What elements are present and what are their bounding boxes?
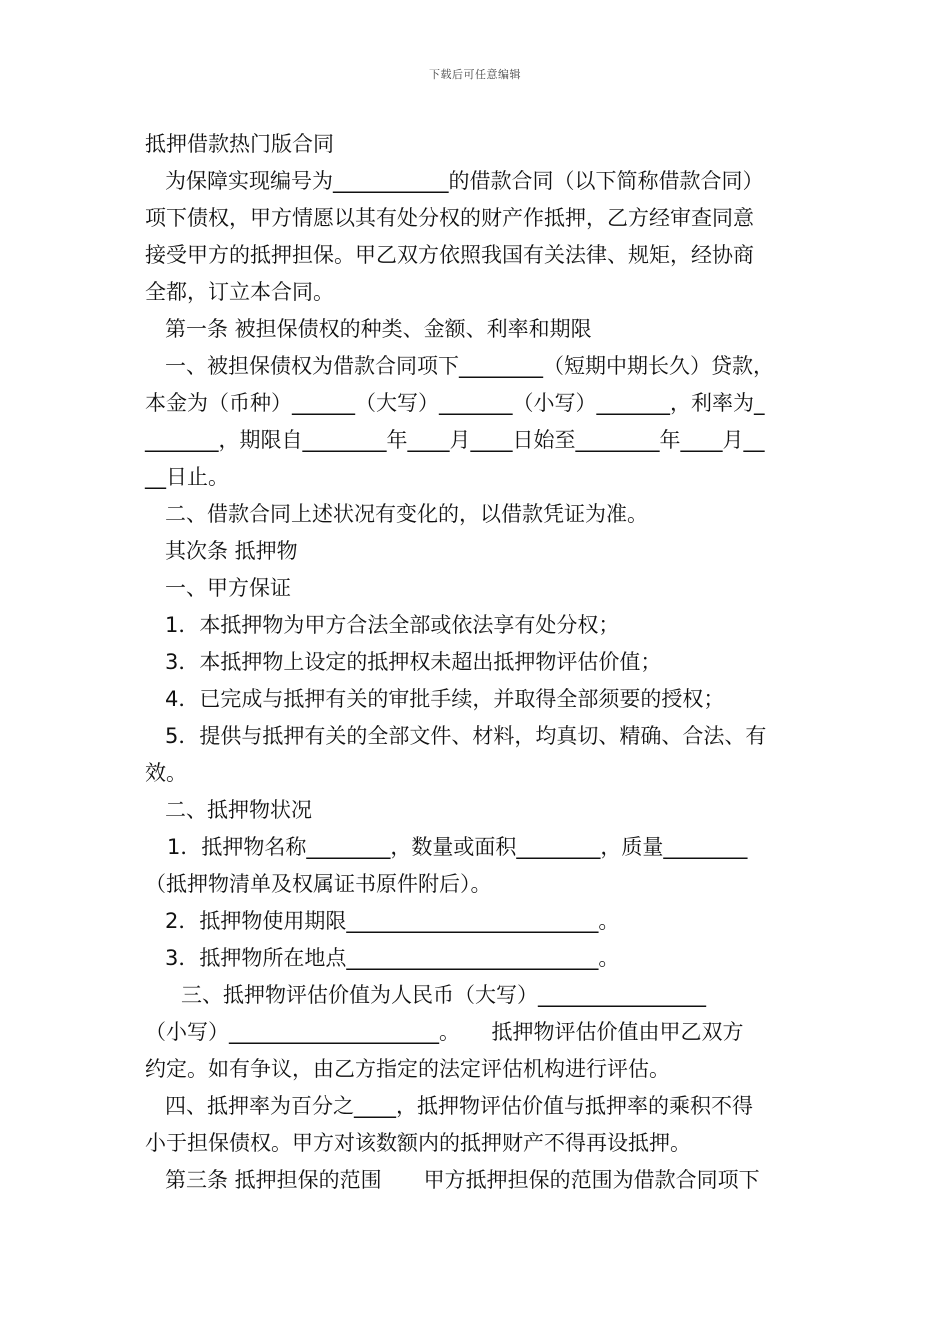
paragraph-line: 约定。如有争议，由乙方指定的法定评估机构进行评估。 <box>145 1057 670 1081</box>
list-item: 4．已完成与抵押有关的审批手续，并取得全部须要的授权； <box>165 687 725 711</box>
paragraph-line: 项下债权，甲方情愿以其有处分权的财产作抵押，乙方经审查同意 <box>145 206 754 230</box>
section-heading: 二、抵押物状况 <box>165 798 312 822</box>
paragraph-line: 二、借款合同上述状况有变化的，以借款凭证为准。 <box>165 502 648 526</box>
contract-body <box>145 126 807 1199</box>
document-title: 抵押借款热门版合同 <box>145 132 334 156</box>
paragraph-line: __日止。 <box>145 465 229 489</box>
paragraph-line: 三、抵押物评估价值为人民币（大写）________________ <box>181 983 706 1007</box>
paragraph-line: （小写）____________________。 抵押物评估价值由甲乙双方 <box>145 1020 744 1044</box>
paragraph-line: 效。 <box>145 761 187 785</box>
list-item: 1．本抵押物为甲方合法全部或依法享有处分权； <box>165 613 620 637</box>
paragraph-line: 本金为（币种）______（大写）_______（小写）_______，利率为_ <box>145 391 765 415</box>
list-item: 3．抵押物所在地点________________________。 <box>165 946 620 970</box>
article-heading: 第三条 抵押担保的范围 甲方抵押担保的范围为借款合同项下 <box>165 1168 760 1192</box>
list-item: 3．本抵押物上设定的抵押权未超出抵押物评估价值； <box>165 650 662 674</box>
list-item: 1．抵押物名称________，数量或面积________，质量________ <box>167 835 748 859</box>
paragraph-line: 为保障实现编号为___________的借款合同（以下简称借款合同） <box>165 169 764 193</box>
paragraph-line: _______，期限自________年____月____日始至________年____月__ <box>145 428 765 452</box>
paragraph-line: 小于担保债权。甲方对该数额内的抵押财产不得再设抵押。 <box>145 1131 691 1155</box>
page-header: 下载后可任意编辑 <box>429 68 521 81</box>
section-heading: 一、甲方保证 <box>165 576 291 600</box>
paragraph-line: 接受甲方的抵押担保。甲乙双方依照我国有关法律、规矩，经协商 <box>145 243 754 267</box>
paragraph-line: （抵押物清单及权属证书原件附后）。 <box>145 872 492 896</box>
list-item: 2．抵押物使用期限________________________。 <box>165 909 620 933</box>
article-heading: 第一条 被担保债权的种类、金额、利率和期限 <box>165 317 592 341</box>
list-item: 5．提供与抵押有关的全部文件、材料，均真切、精确、合法、有 <box>165 724 767 748</box>
paragraph-line: 全都，订立本合同。 <box>145 280 334 304</box>
article-heading: 其次条 抵押物 <box>165 539 298 563</box>
paragraph-line: 一、被担保债权为借款合同项下________（短期中期长久）贷款， <box>165 354 774 378</box>
paragraph-line: 四、抵押率为百分之____，抵押物评估价值与抵押率的乘积不得 <box>165 1094 753 1118</box>
